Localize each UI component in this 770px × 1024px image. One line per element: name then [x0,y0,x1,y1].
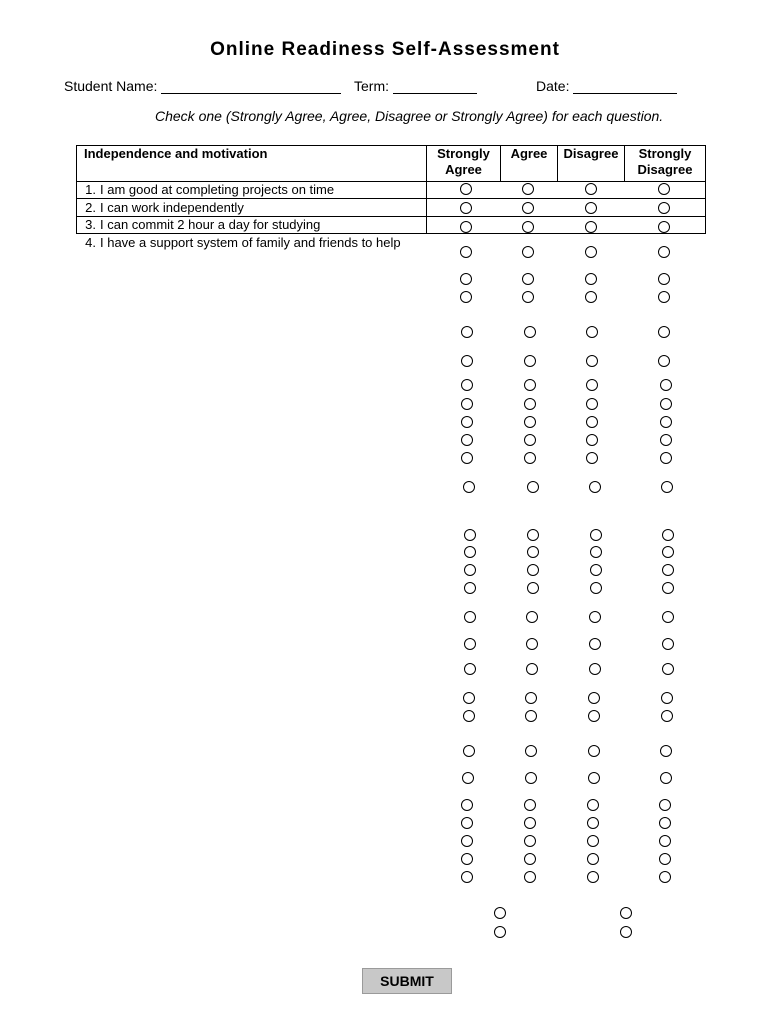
term-label: Term: [354,78,389,94]
radio-option[interactable] [525,772,537,784]
radio-option[interactable] [587,835,599,847]
radio-option[interactable] [660,434,672,446]
radio-option[interactable] [586,326,598,338]
radio-option[interactable] [662,546,674,558]
radio-option[interactable] [464,663,476,675]
radio-option[interactable] [463,481,475,493]
radio-option[interactable] [461,379,473,391]
radio-option[interactable] [460,246,472,258]
radio-option[interactable] [589,663,601,675]
question-text: I have a support system of family and friends to help [100,235,401,250]
radio-option[interactable] [460,202,472,214]
radio-option[interactable] [662,638,674,650]
question-number: 2. [85,200,96,215]
radio-option[interactable] [464,582,476,594]
question-text: I am good at completing projects on time [100,182,335,197]
radio-option[interactable] [586,416,598,428]
page-title: Online Readiness Self-Assessment [210,39,560,60]
radio-option[interactable] [527,481,539,493]
radio-option[interactable] [589,481,601,493]
radio-option[interactable] [585,291,597,303]
radio-option[interactable] [590,546,602,558]
radio-option[interactable] [526,663,538,675]
radio-option[interactable] [660,772,672,784]
radio-option[interactable] [524,416,536,428]
radio-option[interactable] [527,564,539,576]
radio-option[interactable] [464,564,476,576]
radio-option[interactable] [461,799,473,811]
table-border-left [76,145,77,234]
radio-option[interactable] [522,202,534,214]
radio-option[interactable] [494,926,506,938]
radio-option[interactable] [524,817,536,829]
radio-option[interactable] [586,434,598,446]
radio-option[interactable] [522,291,534,303]
radio-option[interactable] [524,434,536,446]
question-number: 1. [85,182,96,197]
radio-option[interactable] [461,853,473,865]
radio-option[interactable] [660,379,672,391]
date-label: Date: [536,78,570,94]
radio-option[interactable] [461,434,473,446]
submit-button[interactable]: SUBMIT [362,968,452,994]
radio-option[interactable] [527,529,539,541]
column-header-disagree: Disagree [563,146,619,161]
radio-option[interactable] [586,452,598,464]
question-row [80,234,410,252]
radio-option[interactable] [658,202,670,214]
radio-option[interactable] [585,202,597,214]
radio-option[interactable] [658,221,670,233]
term-input[interactable] [393,79,477,94]
radio-option[interactable] [463,710,475,722]
student-name-field [64,78,341,94]
student-name-input[interactable] [161,79,341,94]
radio-option[interactable] [524,379,536,391]
radio-option[interactable] [464,638,476,650]
radio-option[interactable] [588,710,600,722]
radio-option[interactable] [461,416,473,428]
radio-option[interactable] [585,183,597,195]
radio-option[interactable] [586,379,598,391]
radio-option[interactable] [463,692,475,704]
instructions: Check one (Strongly Agree, Agree, Disagree or Strongly Agree) for each question. [155,108,664,124]
radio-option[interactable] [461,326,473,338]
radio-option[interactable] [590,582,602,594]
radio-option[interactable] [461,871,473,883]
radio-option[interactable] [586,355,598,367]
radio-option[interactable] [525,745,537,757]
radio-option[interactable] [464,529,476,541]
radio-option[interactable] [659,853,671,865]
radio-option[interactable] [588,772,600,784]
radio-option[interactable] [659,817,671,829]
radio-option[interactable] [661,710,673,722]
radio-option[interactable] [587,799,599,811]
radio-option[interactable] [660,398,672,410]
radio-option[interactable] [662,582,674,594]
student-name-label: Student Name: [64,78,158,94]
radio-option[interactable] [585,246,597,258]
radio-option[interactable] [662,663,674,675]
radio-option[interactable] [662,564,674,576]
radio-option[interactable] [661,692,673,704]
radio-option[interactable] [461,817,473,829]
radio-option[interactable] [658,246,670,258]
radio-option[interactable] [524,398,536,410]
radio-option[interactable] [590,529,602,541]
radio-option[interactable] [620,926,632,938]
radio-option[interactable] [661,481,673,493]
term-field [354,78,477,94]
radio-option[interactable] [461,835,473,847]
radio-option[interactable] [587,817,599,829]
radio-option[interactable] [460,221,472,233]
question-text: I can work independently [100,200,244,215]
column-header-agree: Agree [510,146,548,161]
radio-option[interactable] [588,745,600,757]
radio-option[interactable] [527,546,539,558]
radio-option[interactable] [522,246,534,258]
radio-option[interactable] [662,529,674,541]
radio-option[interactable] [588,692,600,704]
radio-option[interactable] [461,452,473,464]
radio-option[interactable] [460,291,472,303]
question-row [80,216,320,234]
radio-option[interactable] [463,745,475,757]
date-field [536,78,677,94]
radio-option[interactable] [522,183,534,195]
radio-option[interactable] [462,772,474,784]
radio-option[interactable] [659,835,671,847]
question-number: 4. [85,235,96,250]
radio-option[interactable] [660,416,672,428]
radio-option[interactable] [494,907,506,919]
radio-option[interactable] [461,355,473,367]
radio-option[interactable] [524,355,536,367]
column-header-strongly-agree: Strongly Agree [437,146,490,177]
radio-option[interactable] [660,745,672,757]
radio-option[interactable] [658,183,670,195]
radio-option[interactable] [659,799,671,811]
radio-option[interactable] [460,183,472,195]
radio-option[interactable] [658,355,670,367]
question-row [80,199,244,217]
radio-option[interactable] [460,273,472,285]
radio-option[interactable] [659,871,671,883]
radio-option[interactable] [658,326,670,338]
date-input[interactable] [573,79,677,94]
section-heading: Independence and motivation [84,146,268,161]
radio-option[interactable] [522,273,534,285]
radio-option[interactable] [524,835,536,847]
radio-option[interactable] [525,692,537,704]
radio-option[interactable] [526,638,538,650]
radio-option[interactable] [658,273,670,285]
column-header-strongly-disagree: Strongly Disagree [637,146,693,177]
question-row [80,181,334,199]
radio-option[interactable] [524,799,536,811]
radio-option[interactable] [660,452,672,464]
radio-option[interactable] [585,221,597,233]
radio-option[interactable] [586,398,598,410]
radio-option[interactable] [587,871,599,883]
radio-option[interactable] [522,221,534,233]
radio-option[interactable] [524,871,536,883]
radio-option[interactable] [620,907,632,919]
radio-option[interactable] [587,853,599,865]
table-border-right [705,145,706,234]
radio-option[interactable] [589,611,601,623]
radio-option[interactable] [590,564,602,576]
radio-option[interactable] [527,582,539,594]
radio-option[interactable] [524,326,536,338]
question-text: I can commit 2 hour a day for studying [100,217,321,232]
radio-option[interactable] [658,291,670,303]
radio-option[interactable] [524,853,536,865]
radio-option[interactable] [589,638,601,650]
radio-option[interactable] [464,546,476,558]
radio-option[interactable] [662,611,674,623]
radio-option[interactable] [526,611,538,623]
radio-option[interactable] [524,452,536,464]
radio-option[interactable] [525,710,537,722]
radio-option[interactable] [461,398,473,410]
radio-option[interactable] [585,273,597,285]
radio-option[interactable] [464,611,476,623]
question-number: 3. [85,217,96,232]
